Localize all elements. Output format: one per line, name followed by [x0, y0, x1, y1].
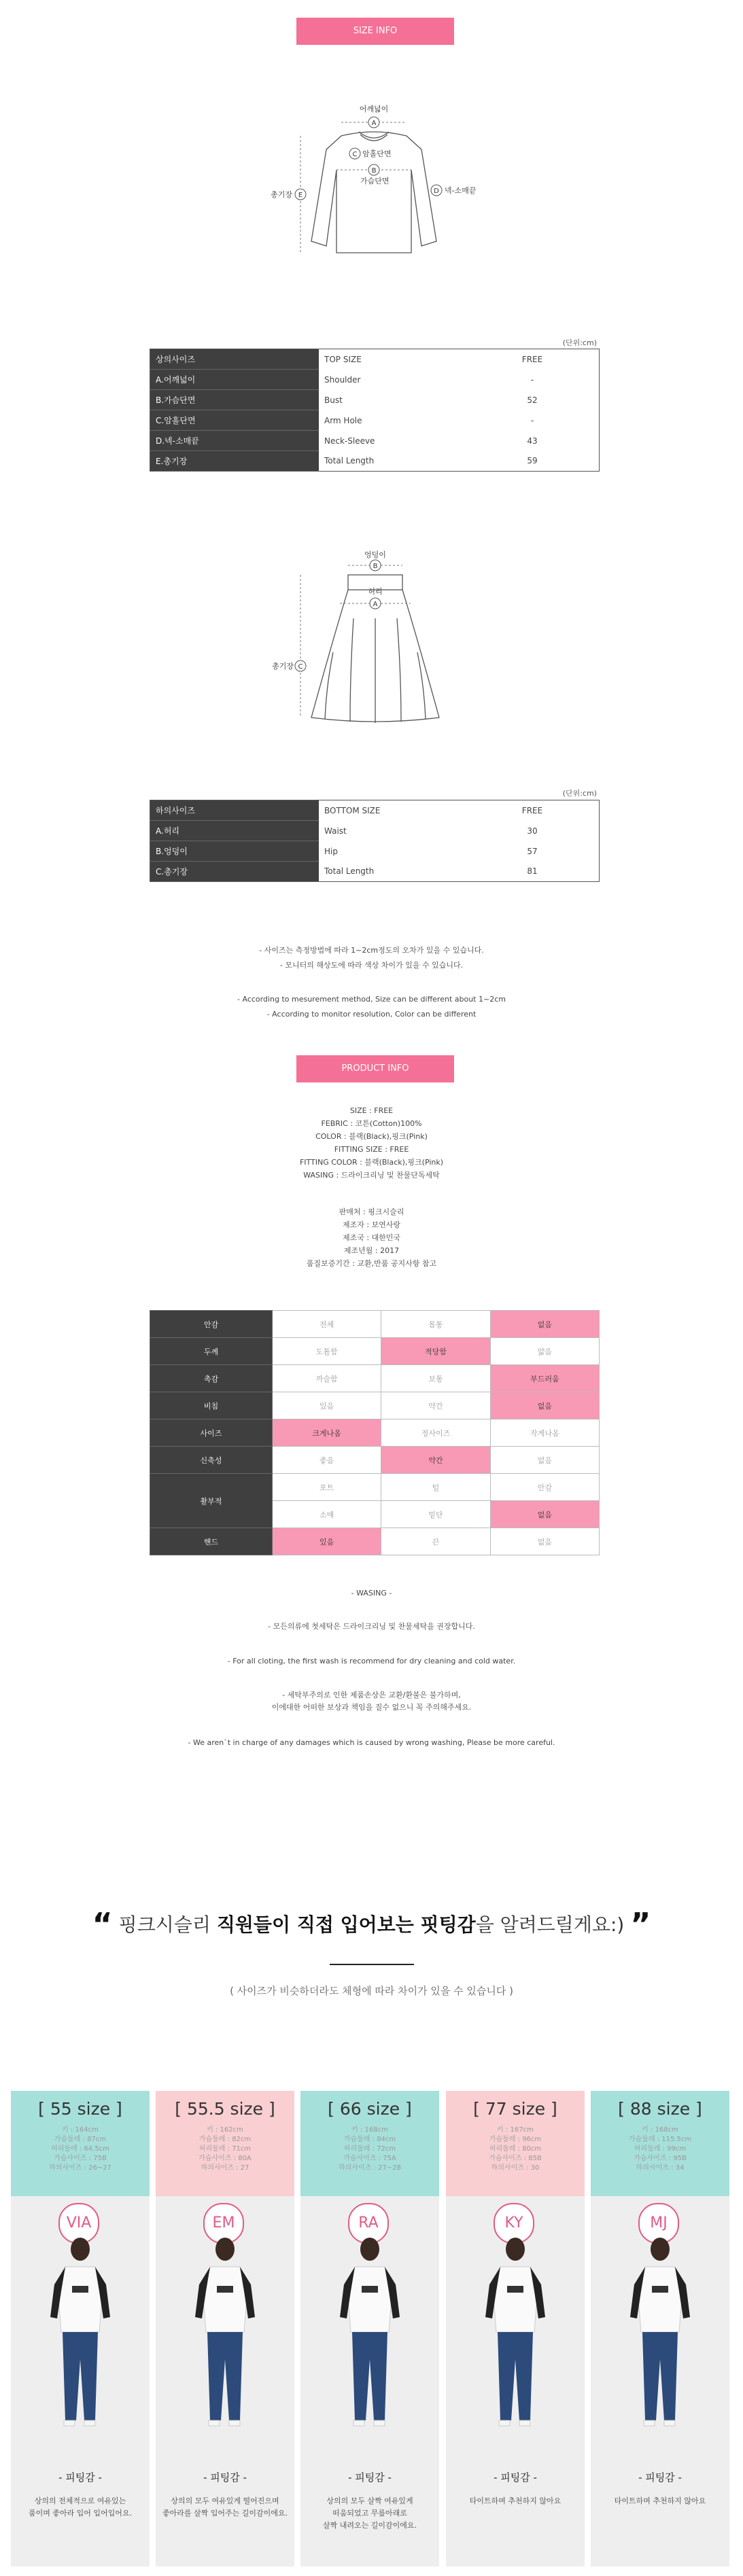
row-name: Total Length: [324, 456, 375, 466]
model-initials: RA: [348, 2203, 389, 2244]
table-row: [150, 862, 600, 882]
note-line: - 사이즈는 측정방법에 따라 1~2cm정도의 오차가 있을 수 있습니다.: [259, 946, 484, 955]
row-name: TOP SIZE: [324, 354, 362, 364]
fit-label: 사이즈: [150, 1419, 273, 1447]
fit-cell: 보통: [381, 1365, 490, 1392]
model-figure: [11, 2196, 150, 2451]
fit-cell-selected: 없음: [490, 1392, 599, 1419]
fit-cell: 약간: [381, 1392, 490, 1419]
model-stat: 가슴둘레 : 82cm: [198, 2136, 252, 2143]
fit-desc: [300, 2495, 439, 2532]
row-value: 59: [527, 456, 538, 466]
model-stat: 가슴둘레 : 87cm: [54, 2136, 107, 2143]
model-card: [446, 2091, 585, 2566]
divider: [330, 1964, 414, 1965]
model-stat: 가슴사이즈 : 85B: [489, 2155, 542, 2162]
fit-desc-line: 상의의 모두 살짝 여유있게: [326, 2496, 413, 2505]
model-stats: [300, 2125, 439, 2173]
note-line: - According to monitor resolution, Color can be different: [266, 1010, 477, 1019]
model-figure: [156, 2196, 294, 2451]
wash-line: 이에대한 어떠한 보상과 책임을 질수 없으니 꼭 주의해주세요.: [271, 1703, 472, 1712]
top-size-table: [150, 349, 600, 472]
fit-label: 비침: [150, 1392, 273, 1419]
label-hip: 엉덩이: [364, 550, 386, 559]
row-key: A.어깨넓이: [150, 370, 319, 390]
table-row: [150, 1419, 600, 1447]
model-header: [591, 2091, 729, 2196]
label-total: 총기장: [271, 190, 292, 199]
model-card: [591, 2091, 729, 2566]
skirt-diagram: [272, 550, 462, 727]
fit-cell: 몸통: [381, 1311, 490, 1338]
wash-title: - WASING -: [351, 1589, 392, 1598]
fit-cell: 까슬함: [273, 1365, 381, 1392]
model-photo: [11, 2196, 150, 2451]
fit-title: - 피팅감 -: [638, 2471, 682, 2484]
fit-desc: [446, 2495, 585, 2507]
mark-c: C: [298, 663, 303, 671]
table-row: [150, 349, 600, 370]
table-row: [150, 410, 600, 431]
mark-b: B: [373, 563, 378, 570]
model-photo: [156, 2196, 294, 2451]
maker-line: 제조국 : 대한민국: [342, 1233, 401, 1242]
fit-desc: [591, 2495, 729, 2507]
model-stat: 가슴둘레 : 84cm: [343, 2136, 396, 2143]
fit-cell: 밑단: [381, 1501, 490, 1528]
model-card: [300, 2091, 439, 2566]
model-photo: [591, 2196, 729, 2451]
row-value: FREE: [521, 354, 543, 364]
fit-cell-selected: 있음: [273, 1528, 381, 1555]
fit-desc-line: 타이트하며 추천하지 않아요: [469, 2496, 561, 2505]
row-name: Bust: [324, 395, 343, 405]
table-row: [150, 1528, 600, 1555]
fit-cell-selected: 없음: [490, 1501, 599, 1528]
fit-label: 촉감: [150, 1365, 273, 1392]
fit-cell: 끈: [381, 1528, 490, 1555]
table-row: [150, 1338, 600, 1365]
model-photo: [300, 2196, 439, 2451]
spec-line: FITTING SIZE : FREE: [334, 1145, 409, 1154]
row-name: Arm Hole: [324, 415, 362, 425]
model-size: [ 66 size ]: [328, 2099, 412, 2119]
model-stat: 가슴사이즈 : 95B: [634, 2155, 687, 2162]
notes-en: [0, 992, 743, 1022]
row-key: B.엉덩이: [150, 841, 319, 862]
table-row: [150, 821, 600, 841]
fit-label: 촬부적: [150, 1474, 273, 1528]
row-name: Hip: [324, 846, 338, 856]
model-card: [156, 2091, 294, 2566]
fit-cell: 작게나옴: [490, 1419, 599, 1447]
fit-cell: 도톰함: [273, 1338, 381, 1365]
fit-label: 신축성: [150, 1447, 273, 1474]
maker-line: 제조자 : 보연사랑: [342, 1220, 401, 1229]
fit-cell: 전체: [273, 1311, 381, 1338]
unit-label: (단위:cm): [562, 789, 597, 798]
table-row: [150, 390, 600, 410]
model-initials: EM: [203, 2203, 244, 2244]
spec-line: COLOR : 블랙(Black),핑크(Pink): [315, 1132, 428, 1141]
model-stat: 가슴사이즈 : 75A: [343, 2155, 396, 2162]
fit-cell: 좋음: [273, 1447, 381, 1474]
spec-line: SIZE : FREE: [349, 1106, 394, 1115]
maker-line: 품질보증기간 : 교환,반품 공지사항 참고: [306, 1259, 437, 1268]
fitting-subtitle: ( 사이즈가 비슷하더라도 체형에 따라 차이가 있을 수 있습니다 ): [230, 1985, 513, 1997]
mark-e: E: [298, 192, 303, 199]
fit-cell-selected: 부드러움: [490, 1365, 599, 1392]
label-bust: 가슴단면: [360, 177, 390, 186]
mark-d: D: [434, 188, 439, 195]
model-initials: KY: [494, 2203, 534, 2244]
fit-table: [150, 1310, 600, 1555]
table-row: [150, 800, 600, 821]
model-size: [ 88 size ]: [618, 2099, 702, 2119]
model-stat: 허리둘레 : 64.5cm: [51, 2145, 109, 2153]
model-stat: 키 : 168cm: [642, 2126, 678, 2134]
row-value: 52: [527, 395, 538, 405]
model-initials: MJ: [638, 2203, 679, 2244]
fit-title: - 피팅감 -: [494, 2471, 537, 2484]
model-stat: 허리둘레 : 99cm: [634, 2145, 687, 2153]
row-value: -: [530, 415, 534, 425]
model-stat: 키 : 168cm: [351, 2126, 388, 2134]
wash-line: - We aren`t in charge of any damages which is caused by wrong washing, Please be more careful.: [188, 1738, 555, 1747]
row-key: C.암홀단면: [150, 410, 319, 431]
spec-line: FITTING COLOR : 블랙(Black),핑크(Pink): [299, 1158, 444, 1167]
quote-open-icon: “: [92, 1906, 113, 1943]
fit-desc-line: 좋아라를 살짝 입어주는 길이감이에요.: [162, 2509, 288, 2518]
row-key: 상의사이즈: [150, 349, 319, 370]
model-initials: VIA: [58, 2203, 99, 2244]
row-key: A.허리: [150, 821, 319, 841]
wash-line: - 세탁부주의로 인한 제품손상은 교환/환불은 불가하며,: [282, 1691, 461, 1699]
maker-line: 판매처 : 핑크시슬리: [339, 1207, 404, 1216]
row-value: 43: [527, 436, 538, 446]
label-neck-sleeve: 넥-소매끝: [445, 186, 477, 195]
model-stat: 하의사이즈 : 30: [491, 2164, 540, 2172]
fit-cell: 있음: [273, 1392, 381, 1419]
fit-cell-selected: 약간: [381, 1447, 490, 1474]
model-size: [ 55.5 size ]: [175, 2099, 275, 2119]
row-value: 30: [527, 826, 538, 836]
label-armhole: 암홀단면: [362, 149, 392, 158]
model-stat: 허리둘레 : 72cm: [343, 2145, 396, 2153]
row-name: Neck-Sleeve: [324, 436, 375, 446]
row-key: D.넥-소매끝: [150, 431, 319, 451]
fit-cell: 얇음: [490, 1338, 599, 1365]
row-key: C.총기장: [150, 862, 319, 882]
table-row: [150, 1447, 600, 1474]
model-size: [ 77 size ]: [473, 2099, 557, 2119]
unit-label: (단위:cm): [562, 338, 597, 347]
row-name: Waist: [324, 826, 347, 836]
model-stats: [591, 2125, 729, 2173]
fit-cell: 포트: [273, 1474, 381, 1501]
fit-desc-line: 상의의 전체적으로 여유있는: [34, 2496, 126, 2505]
fit-desc-line: 떠움되었고 무릎아래로: [332, 2509, 407, 2518]
fitting-headline: [0, 1906, 743, 1943]
model-photo: [446, 2196, 585, 2451]
row-value: 57: [527, 846, 538, 856]
maker-info: [0, 1205, 743, 1270]
fit-desc-line: 타이트하며 추천하지 않아요: [614, 2496, 706, 2505]
model-stats: [446, 2125, 585, 2173]
spec-line: WASING : 드라이크리닝 및 찬물단독세탁: [303, 1171, 440, 1180]
row-value: FREE: [521, 805, 543, 815]
model-header: [156, 2091, 294, 2196]
model-figure: [591, 2196, 729, 2451]
model-stat: 가슴사이즈 : 75B: [54, 2155, 107, 2162]
fit-cell-selected: 없음: [490, 1311, 599, 1338]
wash-line: - 모든의류에 첫세탁은 드라이크리닝 및 찬물세탁을 권장합니다.: [268, 1622, 475, 1631]
mark-a: A: [373, 601, 378, 608]
fit-cell-selected: 크게나옴: [273, 1419, 381, 1447]
fit-desc-line: 품이며 좋아라 입어 입어입어요.: [28, 2509, 133, 2518]
model-stat: 가슴사이즈 : 80A: [198, 2155, 252, 2162]
fit-title: - 피팅감 -: [58, 2471, 102, 2484]
fit-title: - 피팅감 -: [348, 2471, 392, 2484]
label-total: 총기장: [272, 662, 294, 671]
fit-label: 안감: [150, 1311, 273, 1338]
label-waist: 허리: [368, 587, 383, 596]
model-stat: 하의사이즈 : 27: [201, 2164, 249, 2172]
model-header: [446, 2091, 585, 2196]
mark-b: B: [371, 167, 377, 175]
model-stat: 하의사이즈 : 27~28: [339, 2164, 401, 2172]
table-row: [150, 451, 600, 472]
headline-part: 핑크시슬리: [118, 1913, 217, 1936]
fit-cell: 없음: [490, 1528, 599, 1555]
model-header: [300, 2091, 439, 2196]
fit-cell: 털: [381, 1474, 490, 1501]
row-value: 81: [527, 866, 538, 877]
fit-cell-selected: 적당함: [381, 1338, 490, 1365]
row-key: B.가슴단면: [150, 390, 319, 410]
quote-close-icon: ”: [630, 1906, 651, 1943]
fit-desc: [156, 2495, 294, 2520]
fit-label: 두께: [150, 1338, 273, 1365]
fit-label: 핸드: [150, 1528, 273, 1555]
bottom-size-table: [150, 800, 600, 882]
model-stat: 키 : 167cm: [497, 2126, 534, 2134]
maker-line: 제조년월 : 2017: [343, 1246, 400, 1255]
model-stat: 허리둘레 : 71cm: [198, 2145, 252, 2153]
model-figure: [446, 2196, 585, 2451]
table-row: [150, 370, 600, 390]
model-stats: [156, 2125, 294, 2173]
model-stat: 가슴둘레 : 115.5cm: [628, 2136, 692, 2143]
table-row: [150, 1365, 600, 1392]
model-stat: 하의사이즈 : 26~27: [49, 2164, 111, 2172]
headline-part: 을 알려드릴게요:): [475, 1913, 625, 1936]
row-key: E.총기장: [150, 451, 319, 472]
fit-cell: 안감: [490, 1474, 599, 1501]
spec-line: FEBRIC : 코튼(Cotton)100%: [321, 1119, 422, 1128]
fit-cell: 정사이즈: [381, 1419, 490, 1447]
row-name: BOTTOM SIZE: [324, 805, 381, 815]
fit-desc-line: 살짝 내려오는 길이감이에요.: [322, 2521, 417, 2530]
product-spec: [0, 1104, 743, 1182]
table-row: [150, 841, 600, 862]
model-stat: 허리둘레 : 80cm: [489, 2145, 542, 2153]
label-shoulder: 어깨넓이: [359, 105, 389, 113]
model-stat: 키 : 164cm: [62, 2126, 99, 2134]
mark-c: C: [352, 151, 358, 158]
top-diagram: [258, 95, 503, 265]
model-stat: 키 : 162cm: [207, 2126, 243, 2134]
table-row: [150, 1474, 600, 1501]
row-name: Shoulder: [324, 374, 361, 385]
note-line: - 모니터의 해상도에 따라 색상 차이가 있을 수 있습니다.: [279, 961, 464, 970]
table-row: [150, 1392, 600, 1419]
notes-kr: [0, 943, 743, 973]
fit-desc: [11, 2495, 150, 2520]
model-figure: [300, 2196, 439, 2451]
fit-title: - 피팅감 -: [203, 2471, 247, 2484]
row-value: -: [530, 374, 534, 385]
size-info-button: SIZE INFO: [296, 18, 454, 45]
fit-cell: 소매: [273, 1501, 381, 1528]
table-row: [150, 1311, 600, 1338]
table-row: [150, 431, 600, 451]
model-stats: [11, 2125, 150, 2173]
model-card: [11, 2091, 150, 2566]
fit-cell: 없음: [490, 1447, 599, 1474]
row-key: 하의사이즈: [150, 800, 319, 821]
note-line: - According to mesurement method, Size can be different about 1~2cm: [237, 995, 506, 1004]
model-size: [ 55 size ]: [38, 2099, 122, 2119]
model-stat: 가슴둘레 : 96cm: [489, 2136, 542, 2143]
product-info-button: PRODUCT INFO: [296, 1055, 454, 1082]
row-name: Total Length: [324, 866, 375, 877]
headline-bold: 직원들이 직접 입어보는 핏팅감: [216, 1913, 476, 1936]
model-stat: 하의사이즈 : 34: [636, 2164, 685, 2172]
mark-a: A: [371, 120, 377, 127]
fit-desc-line: 상의의 모두 여유있게 떨어진으며: [171, 2496, 279, 2505]
model-header: [11, 2091, 150, 2196]
wash-line: - For all cloting, the first wash is recommend for dry cleaning and cold water.: [227, 1657, 516, 1665]
